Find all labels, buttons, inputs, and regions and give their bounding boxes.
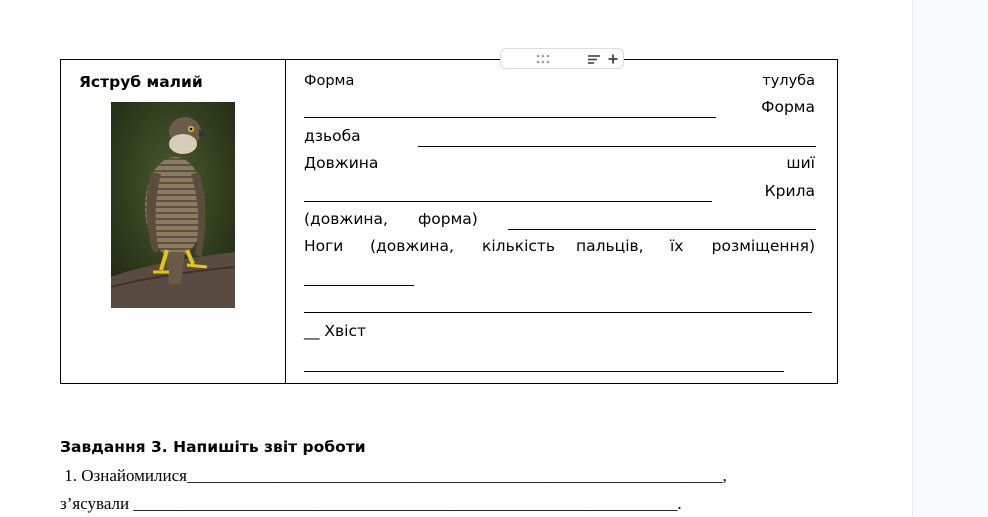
bird-cell bbox=[61, 60, 286, 383]
label-dovzhyna: Довжина bbox=[304, 154, 379, 172]
bird-name: Яструб малий bbox=[79, 73, 203, 91]
drag-handle-icon[interactable] bbox=[535, 53, 551, 65]
blank-line[interactable] bbox=[508, 229, 816, 230]
label-khvist: __ Хвіст bbox=[304, 322, 367, 340]
label-forma-2: Форма bbox=[761, 98, 815, 116]
blank-line[interactable] bbox=[304, 117, 716, 118]
blank-line[interactable] bbox=[304, 201, 712, 202]
blank-line[interactable] bbox=[304, 312, 812, 313]
blank-line[interactable] bbox=[418, 146, 816, 147]
label-kilkist: кількість bbox=[482, 237, 556, 255]
label-dzioba: дзьоба bbox=[304, 127, 361, 145]
hawk-photo[interactable] bbox=[111, 102, 235, 308]
label-dovzhyna-open: (довжина, bbox=[304, 210, 388, 228]
label-tuluba: тулуба bbox=[762, 73, 815, 89]
label-rozmishchennia: розміщення) bbox=[711, 237, 815, 255]
label-yikh: їх bbox=[670, 237, 684, 255]
plus-icon[interactable] bbox=[607, 53, 619, 65]
blank-line[interactable] bbox=[304, 285, 414, 286]
label-forma-close: форма) bbox=[418, 210, 478, 228]
label-paltsiv: пальців, bbox=[576, 237, 644, 255]
label-forma: Форма bbox=[304, 73, 355, 89]
blank-line[interactable] bbox=[304, 371, 784, 372]
label-shyi: шиї bbox=[786, 154, 815, 172]
task-title: Завдання 3. Напишіть звіт роботи bbox=[60, 438, 366, 456]
sort-lines-icon[interactable] bbox=[587, 54, 601, 65]
bird-table bbox=[60, 59, 838, 384]
report-line-1[interactable]: 1. Ознайомилися_______________________________________________________________, bbox=[60, 466, 727, 485]
report-line-2[interactable]: з’ясували ________________________________________________________________. bbox=[60, 494, 682, 513]
label-kryla: Крила bbox=[764, 182, 815, 200]
description-cell[interactable] bbox=[286, 60, 837, 383]
label-nohy: Ноги bbox=[304, 237, 344, 255]
right-gutter bbox=[912, 0, 988, 517]
table-toolbar bbox=[500, 48, 624, 69]
label-nohy-dovzhyna: (довжина, bbox=[370, 237, 454, 255]
